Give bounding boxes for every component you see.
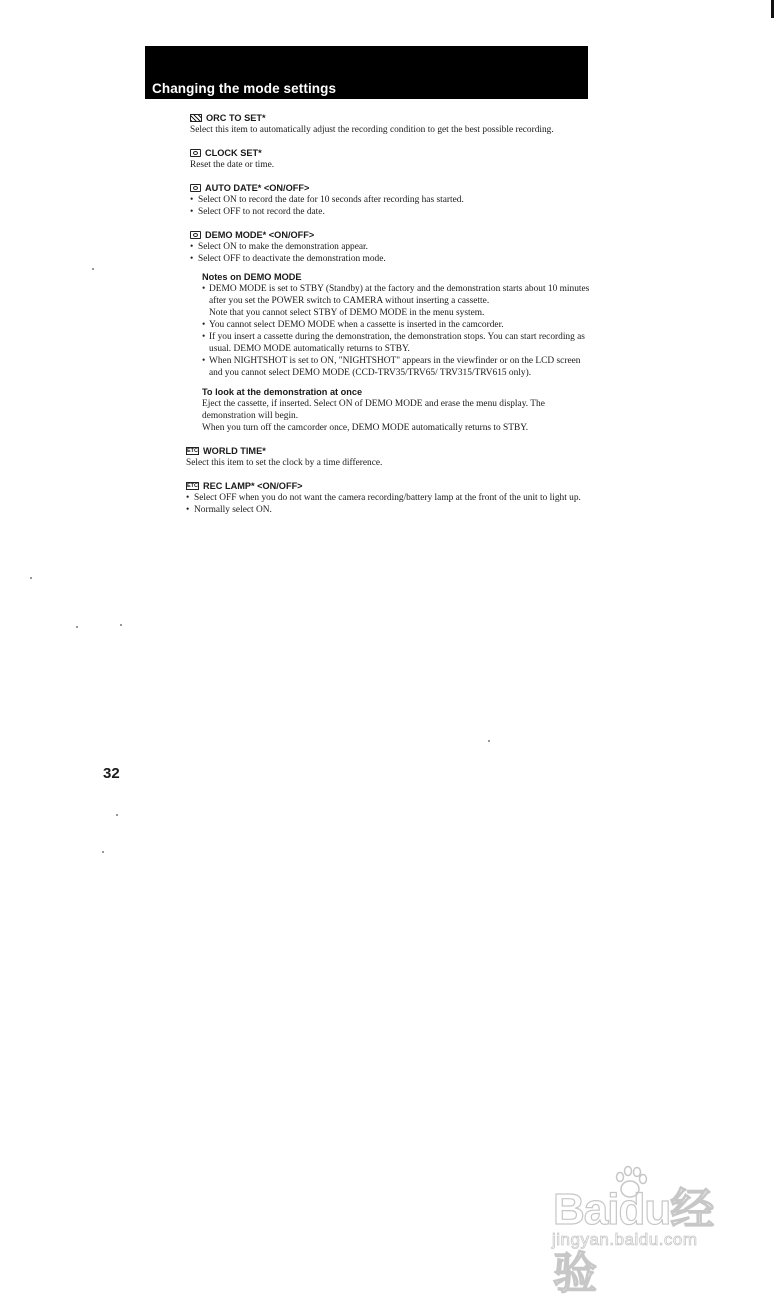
menu-item-world-time — [186, 445, 590, 469]
camera-menu-icon — [190, 231, 201, 239]
notes-demo-mode — [202, 271, 590, 434]
etc-icon: ETC — [187, 483, 198, 489]
baidu-watermark — [548, 1163, 733, 1298]
item-description: Reset the date or time. — [190, 160, 275, 170]
note-bullet: • DEMO MODE is set to STBY (Standby) at the factory and the demonstration starts about 10 minutes after you set the POWER switch to CAMERA without inserting a cassette. — [202, 283, 590, 307]
paw-icon — [610, 1163, 650, 1203]
crop-mark — [771, 0, 774, 18]
orc-icon — [190, 114, 202, 122]
bullet-text: • Normally select ON. — [186, 504, 590, 516]
menu-item-rec-lamp — [186, 480, 590, 516]
item-description: Select this item to automatically adjust the recording condition to get the best possible recording. — [190, 125, 554, 135]
note-continuation: Note that you cannot select STBY of DEMO MODE in the menu system. — [209, 308, 485, 318]
bullet-text: • Select OFF to deactivate the demonstration mode. — [190, 253, 590, 265]
notes-title: Notes on DEMO MODE — [202, 272, 302, 282]
note-bullet: • If you insert a cassette during the demonstration, the demonstration stops. You can start recording as usual. DEMO MODE automatically returns to STBY. — [202, 331, 590, 355]
item-title: REC LAMP* <ON/OFF> — [203, 481, 303, 491]
bullet-text: • Select OFF when you do not want the camera recording/battery lamp at the front of the unit to light up. — [186, 492, 590, 504]
note-bullet: • When NIGHTSHOT is set to ON, "NIGHTSHOT" appears in the viewfinder or on the LCD screen and you cannot select DEMO MODE (CCD-TRV35/TRV65/ TRV315/TRV615 only). — [202, 355, 590, 379]
page-number: 32 — [103, 765, 120, 782]
demo-look-title: To look at the demonstration at once — [202, 387, 363, 397]
item-title: AUTO DATE* <ON/OFF> — [205, 183, 310, 193]
watermark-url: jingyan.baidu.com — [552, 1230, 698, 1249]
item-title: WORLD TIME* — [203, 446, 266, 456]
item-title: CLOCK SET* — [205, 148, 262, 158]
menu-item-auto-date — [190, 182, 590, 218]
section-header-bar — [145, 46, 588, 99]
bullet-text: • Select ON to make the demonstration appear. — [190, 241, 590, 253]
menu-item-demo-mode — [190, 229, 590, 434]
etc-icon: ETC — [187, 448, 198, 454]
bullet-text: • Select ON to record the date for 10 seconds after recording has started. — [190, 194, 590, 206]
demo-look-text: Eject the cassette, if inserted. Select ON of DEMO MODE and erase the menu display. The demonstration will begin. — [202, 399, 545, 421]
camera-menu-icon — [190, 149, 201, 157]
content-column — [186, 112, 590, 527]
section-title: Changing the mode settings — [152, 81, 337, 96]
bullet-text: • Select OFF to not record the date. — [190, 206, 590, 218]
item-title: DEMO MODE* <ON/OFF> — [205, 230, 315, 240]
camera-menu-icon — [190, 184, 201, 192]
item-description: Select this item to set the clock by a time difference. — [186, 458, 383, 468]
baidu-logo: Baidu经验 — [553, 1185, 714, 1298]
menu-item-clock-set — [190, 147, 590, 171]
item-title: ORC TO SET* — [206, 113, 266, 123]
demo-look-text: When you turn off the camcorder once, DEMO MODE automatically returns to STBY. — [202, 423, 529, 433]
note-bullet: • You cannot select DEMO MODE when a cassette is inserted in the camcorder. — [202, 319, 590, 331]
menu-item-orc-to-set — [190, 112, 590, 136]
